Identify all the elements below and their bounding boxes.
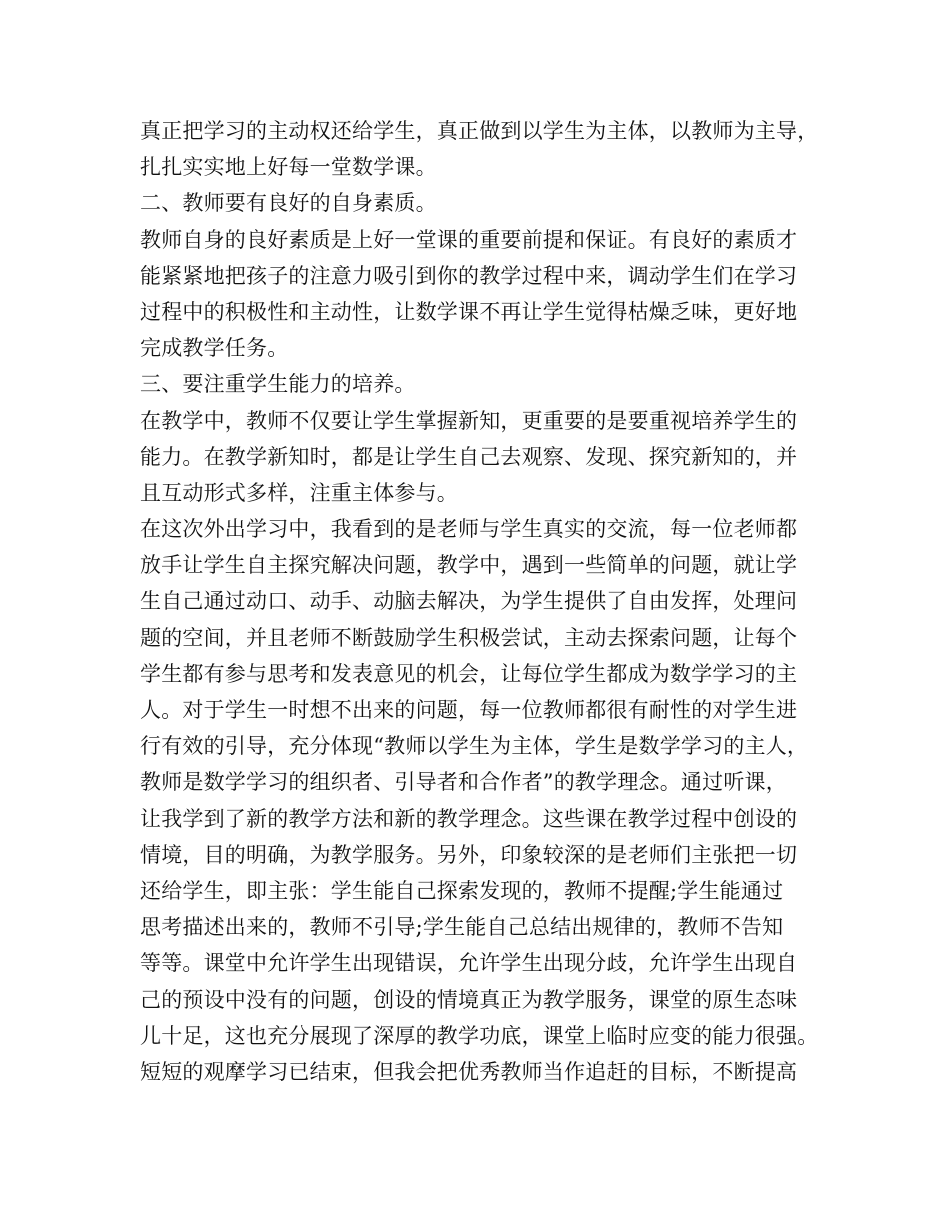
text-line: 短短的观摩学习已结束，但我会把优秀教师当作追赶的目标，不断提高 (140, 1059, 798, 1084)
text-line: 能力。在教学新知时，都是让学生自己去观察、发现、探究新知的，并 (140, 444, 798, 469)
text-line: 行有效的引导，充分体现“教师以学生为主体，学生是数学学习的主人， (140, 734, 809, 759)
text-line: 人。对于学生一时想不出来的问题，每一位教师都很有耐性的对学生进 (140, 698, 798, 722)
text-line: 生自己通过动口、动手、动脑去解决，为学生提供了自由发挥，处理问 (140, 589, 798, 614)
body-text (140, 113, 830, 1090)
text-line: 还给学生，即主张：学生能自己探索发现的，教师不提醒;学生能通过 (140, 878, 784, 903)
text-line: 扎扎实实地上好每一堂数学课。 (140, 155, 437, 180)
text-line: 过程中的积极性和主动性，让数学课不再让学生觉得枯燥乏味，更好地 (140, 299, 798, 324)
text-line: 思考描述出来的，教师不引导;学生能自己总结出规律的，教师不告知 (140, 915, 784, 940)
text-line: 在这次外出学习中，我看到的是老师与学生真实的交流，每一位老师都 (140, 517, 798, 542)
text-line: 能紧紧地把孩子的注意力吸引到你的教学过程中来，调动学生们在学习 (140, 263, 798, 288)
text-line: 真正把学习的主动权还给学生，真正做到以学生为主体，以教师为主导， (140, 119, 819, 143)
text-line: 教师是数学学习的组织者、引导者和合作者”的教学理念。通过听课， (140, 770, 787, 795)
text-line: 完成教学任务。 (140, 336, 289, 361)
text-line: 等等。课堂中允许学生出现错误，允许学生出现分歧，允许学生出现自 (140, 951, 798, 976)
text-line: 学生都有参与思考和发表意见的机会，让每位学生都成为数学学习的主 (140, 661, 798, 686)
text-line: 己的预设中没有的问题，创设的情境真正为教学服务，课堂的原生态味 (140, 987, 798, 1012)
text-line: 题的空间，并且老师不断鼓励学生积极尝试，主动去探索问题，让每个 (140, 625, 798, 650)
text-line: 且互动形式多样，注重主体参与。 (140, 480, 458, 505)
section-heading: 三、要注重学生能力的培养。 (140, 372, 416, 397)
text-line: 教师自身的良好素质是上好一堂课的重要前提和保证。有良好的素质才 (140, 227, 798, 252)
text-line: 儿十足，这也充分展现了深厚的教学功底，课堂上临时应变的能力很强。 (140, 1023, 819, 1048)
text-line: 放手让学生自主探究解决问题，教学中，遇到一些简单的问题，就让学 (140, 553, 798, 578)
section-heading: 二、教师要有良好的自身素质。 (140, 191, 437, 216)
text-line: 在教学中，教师不仅要让学生掌握新知，更重要的是要重视培养学生的 (140, 408, 798, 433)
text-line: 让我学到了新的教学方法和新的教学理念。这些课在教学过程中创设的 (140, 806, 798, 831)
text-line: 情境，目的明确，为教学服务。另外，印象较深的是老师们主张把一切 (140, 842, 798, 867)
